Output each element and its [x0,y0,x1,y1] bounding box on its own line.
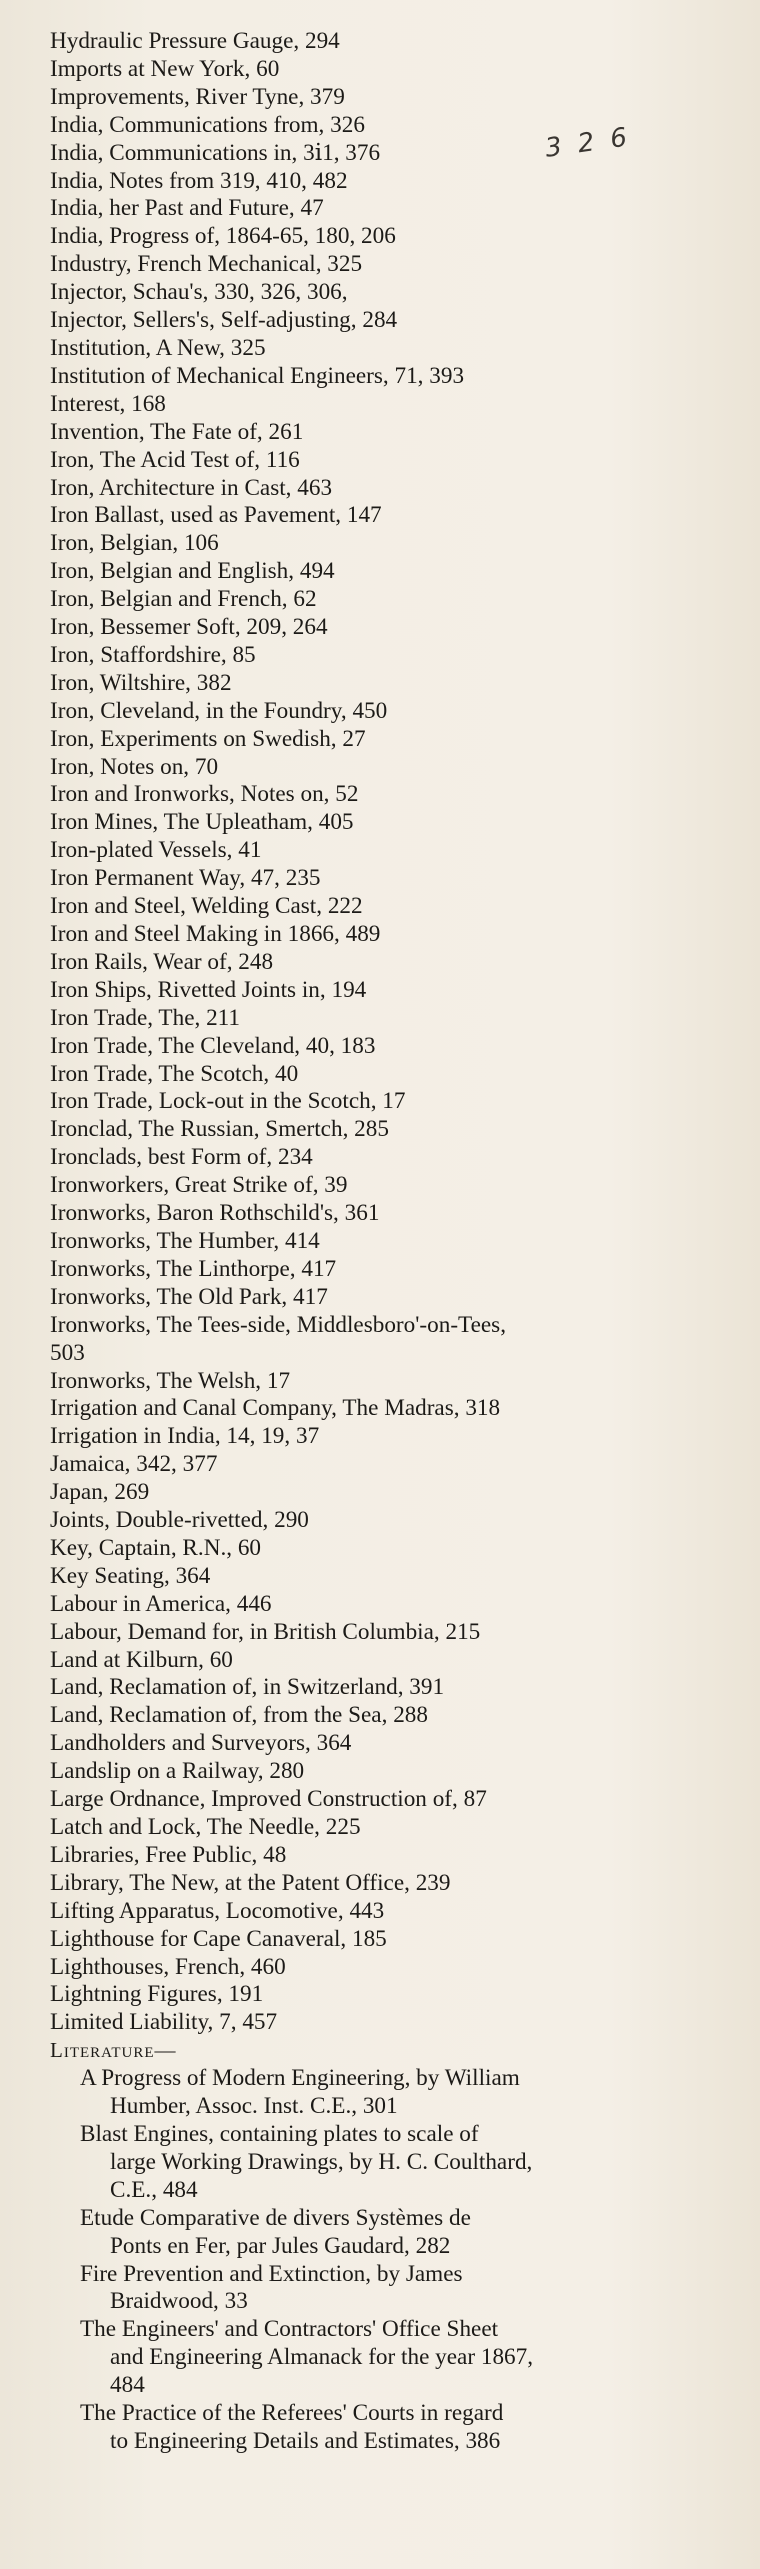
literature-item-line: The Engineers' and Contractors' Office Sheet [80,2316,499,2343]
literature-item-continuation: 484 [110,2372,145,2399]
index-entry: Land at Kilburn, 60 [50,1646,233,1673]
index-entry: Land, Reclamation of, in Switzerland, 391 [50,1674,445,1701]
index-entry: Labour in America, 446 [50,1590,272,1617]
index-entry: Irrigation and Canal Company, The Madras, 318 [50,1395,501,1422]
literature-item [50,2400,722,2456]
index-entry: Key Seating, 364 [50,1562,211,1589]
index-entry: India, Communications in, 3ⅰ1, 376 [50,139,381,166]
index-entry: Landholders and Surveyors, 364 [50,1730,352,1757]
index-entry: Ironworks, The Welsh, 17 [50,1367,291,1394]
index-entry: India, Communications from, 326 [50,111,365,138]
index-entry: Injector, Sellers's, Self-adjusting, 284 [50,307,398,334]
literature-item-line: Etude Comparative de divers Systèmes de [80,2204,471,2231]
index-entry: Iron, Belgian, 106 [50,530,219,557]
index-entry: Imports at New York, 60 [50,55,280,82]
index-entry: Iron, Experiments on Swedish, 27 [50,725,366,752]
index-entry: Iron Mines, The Upleatham, 405 [50,809,354,836]
index-entry: Improvements, River Tyne, 379 [50,83,345,110]
index-entry: Latch and Lock, The Needle, 225 [50,1814,361,1840]
index-entry: Land, Reclamation of, from the Sea, 288 [50,1702,428,1729]
literature-item-line: A Progress of Modern Engineering, by William [80,2065,520,2092]
handwritten-note: 3 2 6 [543,122,633,164]
index-entry: Iron, Belgian and French, 62 [50,586,317,613]
literature-item-continuation: Braidwood, 33 [110,2288,248,2315]
literature-item-line: Blast Engines, containing plates to scale of [80,2120,479,2147]
index-entry: Iron Trade, The Cleveland, 40, 183 [50,1032,376,1059]
index-list [50,28,722,2456]
index-entry-continuation: 503 [50,1339,85,1366]
literature-item [50,2261,722,2317]
index-entry: Invention, The Fate of, 261 [50,418,304,445]
index-entry: Iron and Steel Making in 1866, 489 [50,921,381,947]
literature-item-line: Fire Prevention and Extinction, by James [80,2260,463,2287]
index-entry: Library, The New, at the Patent Office, 239 [50,1869,451,1896]
literature-item-continuation: C.E., 484 [110,2176,198,2203]
index-entry: Iron Ballast, used as Pavement, 147 [50,502,382,529]
literature-item-continuation: and Engineering Almanack for the year 1867, [110,2344,534,2371]
index-entry-line: Ironworks, The Tees-side, Middlesboro'-on-Tees, [50,1311,506,1338]
index-entry: Labour, Demand for, in British Columbia, 215 [50,1618,481,1645]
index-entry: Lighthouses, French, 460 [50,1953,286,1980]
literature-item-continuation: to Engineering Details and Estimates, 386 [110,2427,501,2454]
literature-item [50,2121,722,2205]
index-entry: Jamaica, 342, 377 [50,1451,218,1478]
literature-item-line: The Practice of the Referees' Courts in regard [80,2400,504,2427]
literature-item [50,2065,722,2121]
index-entry: Iron Rails, Wear of, 248 [50,948,274,975]
index-entry: Iron-plated Vessels, 41 [50,837,262,864]
index-entry: Ironworkers, Great Strike of, 39 [50,1172,348,1199]
index-entry: Ironworks, The Linthorpe, 417 [50,1255,337,1282]
index-entry: Key, Captain, R.N., 60 [50,1534,262,1561]
index-entry: Iron Trade, The, 211 [50,1004,240,1031]
index-entry: Iron, The Acid Test of, 116 [50,446,300,473]
index-entry: Iron, Architecture in Cast, 463 [50,474,333,501]
index-entry: Ironclads, best Form of, 234 [50,1144,313,1171]
index-entry: Iron and Ironworks, Notes on, 52 [50,781,359,808]
index-entry: Lighthouse for Cape Canaveral, 185 [50,1925,387,1952]
literature-item-continuation: Humber, Assoc. Inst. C.E., 301 [110,2093,398,2120]
index-entry: Landslip on a Railway, 280 [50,1758,305,1785]
index-entry: Iron, Wiltshire, 382 [50,669,232,696]
index-entry: Ironclad, The Russian, Smertch, 285 [50,1116,389,1143]
index-entry: Iron, Staffordshire, 85 [50,641,256,668]
index-entry: India, Notes from 319, 410, 482 [50,167,348,194]
index-entry: Iron Trade, Lock-out in the Scotch, 17 [50,1088,406,1115]
index-entry: Institution of Mechanical Engineers, 71, 393 [50,362,465,389]
index-entry: Libraries, Free Public, 48 [50,1841,287,1868]
index-entry: Industry, French Mechanical, 325 [50,251,363,278]
index-entry: India, Progress of, 1864-65, 180, 206 [50,223,396,250]
index-entry: Ironworks, Baron Rothschild's, 361 [50,1200,380,1227]
index-entry: Institution, A New, 325 [50,334,266,361]
index-entry: Joints, Double-rivetted, 290 [50,1507,309,1534]
index-entry: Iron Trade, The Scotch, 40 [50,1060,299,1087]
index-entry: Iron and Steel, Welding Cast, 222 [50,893,363,920]
index-entry-teesside [50,1312,722,1368]
literature-item [50,2205,722,2261]
index-entry: Injector, Schau's, 330, 326, 306, [50,279,348,306]
index-entry: Iron, Bessemer Soft, 209, 264 [50,614,328,641]
index-entry: Limited Liability, 7, 457 [50,2009,278,2036]
index-entry: Irrigation in India, 14, 19, 37 [50,1423,320,1450]
literature-item [50,2316,722,2400]
index-entry: Lightning Figures, 191 [50,1981,264,2008]
index-entry: Iron Permanent Way, 47, 235 [50,865,321,892]
index-entry: Ironworks, The Old Park, 417 [50,1283,328,1310]
index-entry: Iron, Cleveland, in the Foundry, 450 [50,697,388,724]
index-entry: Large Ordnance, Improved Construction of, 87 [50,1786,487,1813]
index-entry: Iron, Notes on, 70 [50,753,219,780]
index-entry: Ironworks, The Humber, 414 [50,1227,320,1254]
index-entry: Hydraulic Pressure Gauge, 294 [50,28,340,54]
literature-heading: Literature— [50,2038,177,2063]
index-entry: Iron, Belgian and English, 494 [50,558,335,585]
index-entry: Japan, 269 [50,1479,150,1506]
index-entry: Interest, 168 [50,390,166,417]
index-entry: Lifting Apparatus, Locomotive, 443 [50,1897,385,1924]
literature-item-continuation: large Working Drawings, by H. C. Coulthard, [110,2148,533,2175]
index-entry: India, her Past and Future, 47 [50,195,324,222]
literature-item-continuation: Ponts en Fer, par Jules Gaudard, 282 [110,2232,451,2259]
index-entry: Iron Ships, Rivetted Joints in, 194 [50,976,367,1003]
